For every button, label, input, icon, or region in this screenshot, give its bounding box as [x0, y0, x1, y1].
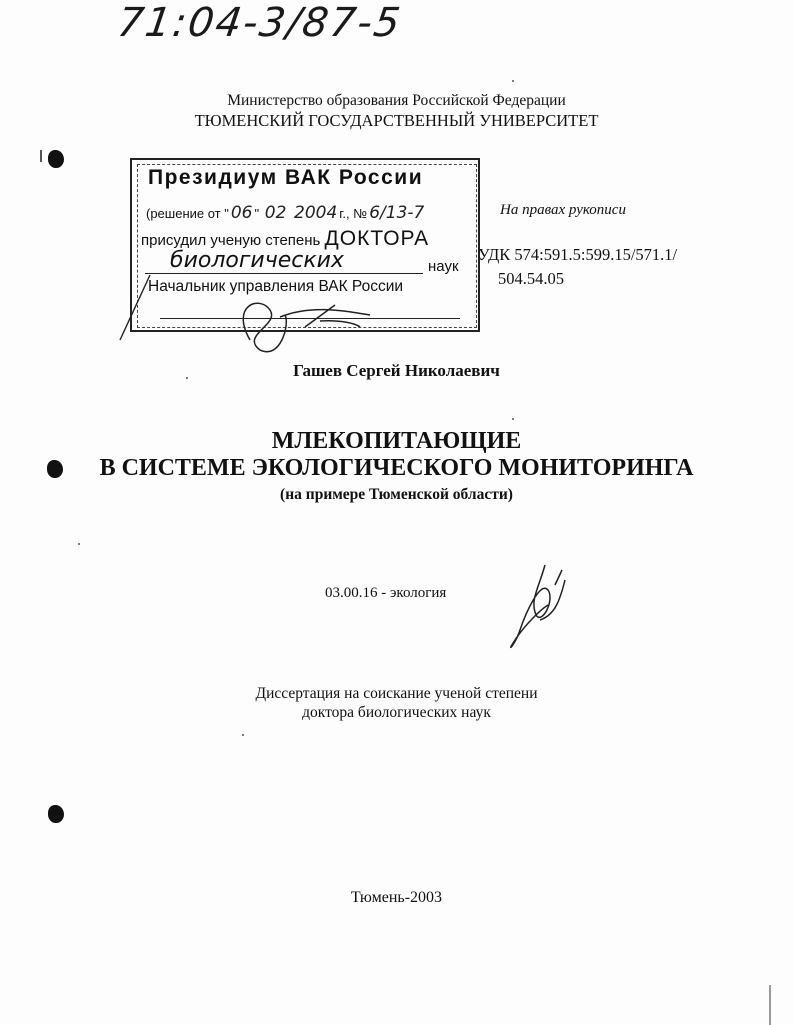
author-name: Гашев Сергей Николаевич: [293, 361, 500, 380]
scan-speck: [512, 80, 514, 82]
stamp-field-handwritten: биологических: [170, 248, 344, 273]
scan-speck: [40, 150, 42, 162]
scan-speck: [242, 734, 244, 736]
thesis-subtitle: (на примере Тюменской области): [280, 486, 513, 503]
stamp-head-title: Начальник управления ВАК России: [148, 278, 404, 295]
author-signature: [500, 560, 580, 660]
stamp-decision-number: 6/13-7: [369, 203, 425, 223]
stamp-decision-separator: ": [254, 206, 260, 221]
stamp-decision: [146, 203, 426, 223]
stamp-decision-month: 02: [264, 203, 287, 223]
dissertation-line-1: Диссертация на соискание ученой степени: [255, 685, 538, 702]
specialty-code: 03.00.16 - экология: [325, 585, 447, 601]
stamp-signature: [110, 265, 470, 360]
stamp-decision-year-suffix: г., №: [339, 206, 368, 221]
stamp-decision-year: 2004: [294, 203, 338, 223]
stamp-decision-prefix: (решение от ": [146, 206, 229, 221]
ministry-name: Министерство образования Российской Федерации: [227, 92, 566, 109]
punch-hole-mark: [48, 150, 64, 168]
punch-hole-mark: [48, 805, 64, 823]
scan-speck: [512, 418, 514, 420]
stamp-decision-day: 06: [230, 203, 253, 223]
stamp-degree: ДОКТОРА: [324, 227, 430, 250]
udc-code-line-2: 504.54.05: [498, 269, 564, 288]
catalog-number-handwritten: 71:04-3/87-5: [114, 0, 405, 46]
stamp-sciences: наук: [428, 258, 459, 275]
udc-code-line-1: УДК 574:591.5:599.15/571.1/: [478, 245, 678, 264]
city-year: Тюмень-2003: [350, 889, 443, 906]
dissertation-line-2: доктора биологических наук: [302, 704, 491, 721]
scan-speck: [186, 377, 188, 379]
university-name: ТЮМЕНСКИЙ ГОСУДАРСТВЕННЫЙ УНИВЕРСИТЕТ: [194, 111, 599, 130]
thesis-title-line-2: В СИСТЕМЕ ЭКОЛОГИЧЕСКОГО МОНИТОРИНГА: [99, 455, 694, 481]
scan-edge-mark: [769, 985, 771, 1025]
scan-speck: [78, 543, 80, 545]
thesis-title-line-1: МЛЕКОПИТАЮЩИЕ: [271, 428, 522, 454]
manuscript-note: На правах рукописи: [500, 202, 626, 218]
stamp-title: Президиум ВАК России: [148, 166, 424, 189]
stamp-awarded-text: присудил ученую степень: [141, 232, 321, 249]
